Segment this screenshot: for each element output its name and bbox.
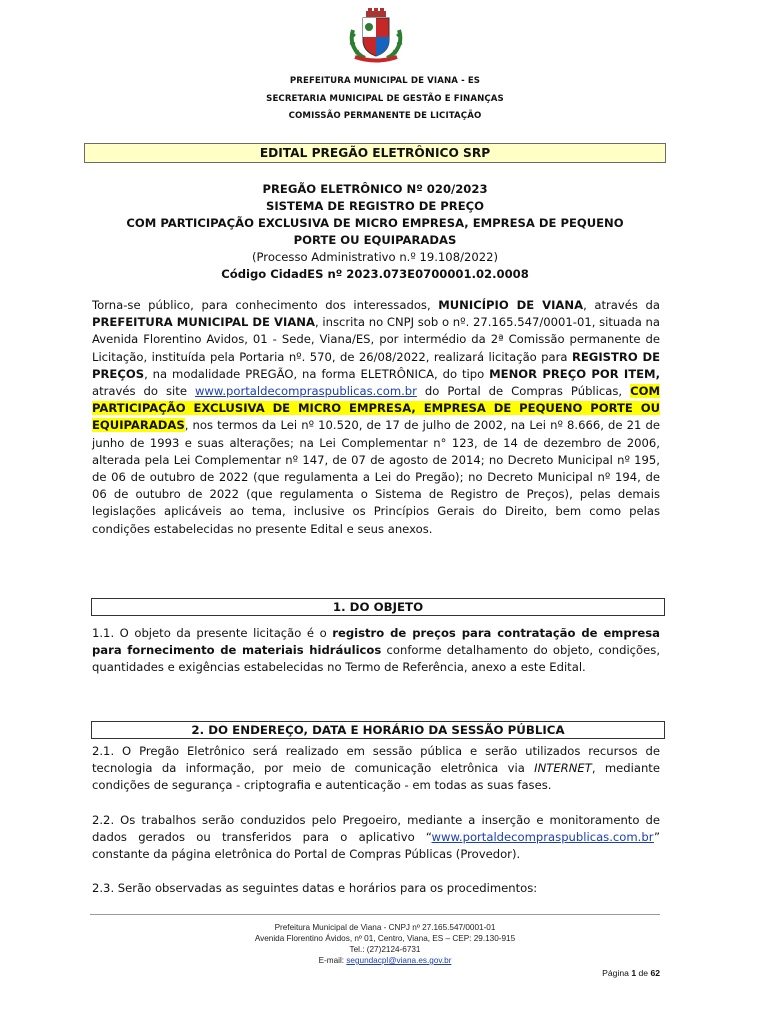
edital-title-box: EDITAL PREGÃO ELETRÔNICO SRP: [84, 143, 666, 163]
footer-address: [0, 922, 770, 966]
heading-line-3: COM PARTICIPAÇÃO EXCLUSIVA DE MICRO EMPRESA, EMPRESA DE PEQUENO: [126, 216, 624, 230]
intro-paragraph: Torna-se público, para conhecimento dos interessados, MUNICÍPIO DE VIANA, através da PREFEITURA MUNICIPAL DE VIANA, inscrita no CNPJ sob o nº. 27.165.547/0001-01, situada na Avenida Florentino Avidos, 01 - Sede, Viana/ES, por intermédio da 2ª Comissão permanente de Licitação, instituída pela Portaria nº. 570, de 26/08/2022, realizará licitação para REGISTRO DE PREÇOS, na modalidade PREGÃO, na forma ELETRÔNICA, do tipo MENOR PREÇO POR ITEM, através do site www.portaldecompraspublicas.com.br do Portal de Compras Públicas, COM PARTICIPAÇÃO EXCLUSIVA DE MICRO EMPRESA, EMPRESA DE PEQUENO PORTE OU EQUIPARADAS, nos termos da Lei nº 10.520, de 17 de julho de 2002, na Lei nº 8.666, de 21 de junho de 1993 e suas alterações; na Lei Complementar n° 123, de 14 de dezembro de 2006, alterada pela Lei Complementar nº 147, de 07 de agosto de 2014; no Decreto Municipal nº 195, de 06 de outubro de 2022 (que regulamenta a Lei do Pregão); no Decreto Municipal nº 194, de 06 de outubro de 2022 (que regulamenta o Sistema de Registro de Preços), pelas demais legislações aplicáveis ao tema, inclusive os Princípios Gerais do Direito, bem como pelas condições estabelecidas no presente Edital e seus anexos.: [92, 298, 660, 536]
heading-process-number: (Processo Administrativo n.º 19.108/2022): [252, 250, 498, 264]
heading-line-4: PORTE OU EQUIPARADAS: [293, 233, 457, 247]
heading-cidades-code: Código CidadES nº 2023.073E0700001.02.0008: [221, 267, 529, 281]
section-2-2-paragraph: 2.2. Os trabalhos serão conduzidos pelo Pregoeiro, mediante a inserção e monitoramento de dados gerados ou transferidos para o aplicativo “www.portaldecompraspublicas.com.br” constante da página eletrônica do Portal de Compras Públicas (Provedor).: [92, 813, 660, 862]
footer-line-1: Prefeitura Municipal de Viana - CNPJ nº 27.165.547/0001-01: [274, 923, 496, 932]
footer-phone: Tel.: (27)2124-6731: [349, 945, 421, 954]
portal-link[interactable]: www.portaldecompraspublicas.com.br: [194, 384, 417, 399]
org-secretariat: SECRETARIA MUNICIPAL DE GESTÃO E FINANÇAS: [266, 94, 504, 104]
document-heading: [80, 181, 670, 283]
footer-email-line: E-mail: segundacpl@viana.es.gov.br: [318, 956, 452, 965]
section-2-title: 2. DO ENDEREÇO, DATA E HORÁRIO DA SESSÃO PÚBLICA: [91, 721, 665, 739]
org-commission: COMISSÃO PERMANENTE DE LICITAÇÃO: [288, 111, 482, 121]
page-number: Página 1 de 62: [602, 968, 660, 978]
portal-link-2[interactable]: www.portaldecompraspublicas.com.br: [431, 830, 654, 845]
section-2-3-paragraph: 2.3. Serão observadas as seguintes datas e horários para os procedimentos:: [92, 881, 538, 895]
org-name: PREFEITURA MUNICIPAL DE VIANA - ES: [289, 76, 481, 86]
municipal-coat-of-arms-icon: [347, 8, 405, 64]
footer-divider: [90, 914, 660, 915]
footer-line-2: Avenida Florentino Ávidos, nº 01, Centro, Viana, ES – CEP: 29.130-915: [254, 934, 516, 943]
heading-line-1: PREGÃO ELETRÔNICO Nº 020/2023: [262, 182, 488, 196]
section-2-1-paragraph: 2.1. O Pregão Eletrônico será realizado em sessão pública e serão utilizados recursos de tecnologia da informação, por meio de comunicação eletrônica via INTERNET, mediante condições de segurança - criptografia e autenticação - em todas as suas fases.: [92, 744, 660, 793]
section-1-title: 1. DO OBJETO: [91, 598, 665, 616]
section-1-paragraph: 1.1. O objeto da presente licitação é o registro de preços para contratação de empresa para fornecimento de materiais hidráulicos conforme detalhamento do objeto, condições, quantidades e exigências estabelecidas no Termo de Referência, anexo a este Edital.: [92, 626, 660, 675]
exclusive-participation-highlight: COM PARTICIPAÇÃO EXCLUSIVA DE MICRO EMPRESA, EMPRESA DE PEQUENO PORTE OU EQUIPARADAS: [92, 384, 660, 433]
heading-line-2: SISTEMA DE REGISTRO DE PREÇO: [265, 199, 484, 213]
footer-email-link[interactable]: segundacpl@viana.es.gov.br: [346, 956, 452, 965]
